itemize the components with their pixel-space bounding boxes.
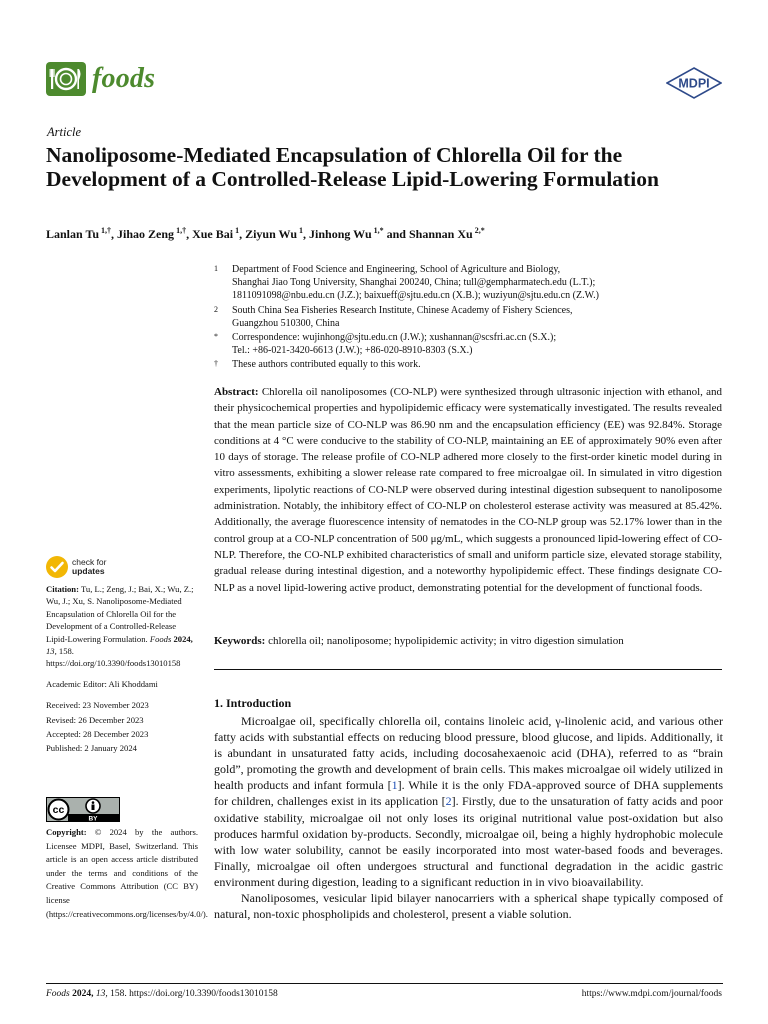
- author-separator: ,: [186, 227, 193, 241]
- dates-block: [46, 698, 198, 755]
- affiliation-line: 1811091098@nbu.edu.cn (J.Z.); baixueff@sjtu.edu.cn (X.B.); wuziyun@sjtu.edu.cn (Z.W.): [232, 290, 599, 302]
- affiliation-mark: 2: [214, 304, 218, 314]
- citation-link[interactable]: 2: [445, 794, 452, 809]
- mdpi-logo-text: MDPI: [678, 76, 710, 91]
- paragraph: Nanoliposomes, vesicular lipid bilayer nanocarriers with a spherical shape typically composed of natural, non-toxic phospholipids and cholesterol, present a viable solution.: [214, 891, 723, 922]
- footer-journal-url[interactable]: https://www.mdpi.com/journal/foods: [581, 989, 722, 999]
- author-separator: ,: [303, 227, 310, 241]
- paragraph: [214, 713, 723, 890]
- affiliations: [214, 263, 724, 373]
- affiliation-text: [232, 304, 724, 330]
- author-name[interactable]: Lanlan Tu: [46, 227, 100, 241]
- abstract-label: Abstract:: [214, 386, 259, 398]
- footer-citation: [46, 989, 278, 999]
- author-affiliation-mark: 1,*: [373, 226, 384, 235]
- section-divider: [214, 669, 722, 670]
- affiliation-line: Guangzhou 510300, China: [232, 317, 340, 329]
- keywords-text: chlorella oil; nanoliposome; hypolipidemic activity; in vitro digestion simulation: [268, 635, 624, 647]
- citation-volume: 13,: [46, 646, 57, 657]
- affiliation-item: [214, 358, 724, 371]
- article-type: Article: [47, 125, 82, 139]
- introduction-heading: 1. Introduction: [214, 696, 292, 710]
- author-affiliation-mark: 2,*: [474, 226, 485, 235]
- mdpi-logo-icon: [666, 67, 722, 99]
- affiliation-line: Correspondence: wujinhong@sjtu.edu.cn (J.W.); xushannan@scsfri.ac.cn (S.X.);: [232, 332, 557, 344]
- mdpi-logo: [666, 67, 722, 104]
- citation-doi[interactable]: 158. https://doi.org/10.3390/foods13010158: [46, 646, 181, 669]
- check-line: updates: [72, 566, 105, 576]
- author-list: [46, 226, 726, 242]
- foods-logo-icon: [46, 62, 86, 96]
- author-affiliation-mark: 1: [299, 226, 304, 235]
- footer-divider: [46, 983, 723, 984]
- published-date: Published: 2 January 2024: [46, 743, 137, 754]
- citation-label: Citation:: [46, 584, 79, 594]
- check-line: check for: [72, 557, 107, 567]
- paragraph-text: ]. Firstly, due to the unsaturation of fatty acids and poor oxidative stability, microalgae oil not only loses its original nutritional value post-oxidation but also produces harmful oxidation by-products. Secondly, microalgae oil, being a highly hydrophobic molecule with low water solubility, cannot be easily incorporated into most water-based foods and beverages. Finally, microalgae oil often undergoes structural and functional degradation in the acidic gastric environment during digestion, leading to a significant reduction in in vivo bioavailability.: [214, 794, 723, 889]
- introduction-body: [214, 713, 723, 922]
- affiliation-line: Tel.: +86-021-3420-6613 (J.W.); +86-020-8910-8303 (S.X.): [232, 345, 473, 357]
- academic-editor: Academic Editor: Ali Khoddami: [46, 678, 158, 689]
- affiliation-text: [232, 263, 724, 303]
- svg-text:cc: cc: [52, 804, 65, 817]
- author-separator: ,: [111, 227, 118, 241]
- copyright-text: © 2024 by the authors. Licensee MDPI, Basel, Switzerland. This article is an open access article distributed under the terms and conditions of the Creative Commons Attribution (CC BY) license (https://creativecommons.org/licenses/by/4.0/).: [46, 827, 208, 919]
- check-for-updates-icon: [45, 555, 69, 579]
- abstract-text: Chlorella oil nanoliposomes (CO-NLP) were synthesized through ultrasonic injection with ethanol, and their physicochemical properties and hypolipidemic efficacy were systematically investigated. The results revealed that the mean particle size of CO-NLP was 86.90 nm and the encapsulation efficiency (EE) was 92.84%. Storage conditions at 4 °C were conducive to the stability of CO-NLP, maintaining an EE of approximately 90% even after 10 days of storage. The release profile of CO-NLP adhered more closely to the first-order kinetic model during in vitro assessments, exhibiting a slower release rate compared to free microalgae oil. In simulated in vitro digestion experiments, lipolytic reactions of CO-NLP were observed during intestinal digestion subsequent to nanoliposome administration. Notably, the inhibitory effect of CO-NLP on cholesterol esterase activity was measured at 85.42%. Additionally, the average fluorescence intensity of nematodes in the CO-NLP group was 52.17% lower than in the control group at a CO-NLP concentration of 500 μg/mL, which suggests a pronounced lipid-lowering effect of CO-NLP. Therefore, the CO-NLP exhibited characteristics of small and uniform particle size, elevated storage stability, gradual release during intestinal digestion, and a noteworthy hypolipidemic effect. These findings designate CO-NLP as a novel lipid-lowering active product, demonstrating potential for the development of functional foods.: [214, 386, 723, 594]
- abstract: [214, 384, 722, 596]
- accepted-date: Accepted: 28 December 2023: [46, 728, 149, 739]
- affiliation-item: [214, 263, 724, 303]
- citation-journal: Foods: [149, 633, 172, 644]
- author-affiliation-mark: 1,†: [101, 226, 112, 235]
- journal-name: foods: [92, 63, 156, 94]
- sidebar-info: [46, 583, 198, 755]
- footer-journal: Foods: [46, 989, 70, 999]
- author-name[interactable]: Ziyun Wu: [245, 227, 298, 241]
- author-affiliation-mark: 1: [235, 226, 240, 235]
- paragraph-text: ]. While it is the only FDA-approved source of DHA supplements for children, challenges exist in its application [: [214, 778, 723, 809]
- affiliation-mark: †: [214, 359, 218, 369]
- journal-logo: [46, 62, 155, 96]
- author-name[interactable]: Jinhong Wu: [309, 227, 372, 241]
- author-affiliation-mark: 1,†: [176, 226, 187, 235]
- affiliation-text: [232, 358, 724, 371]
- affiliation-item: [214, 331, 724, 357]
- cc-by-license-logo[interactable]: [46, 797, 120, 827]
- affiliation-mark: *: [214, 332, 218, 342]
- cc-by-label: BY: [88, 815, 98, 822]
- author-name[interactable]: Shannan Xu: [408, 227, 473, 241]
- citation-text: Tu, L.; Zeng, J.; Bai, X.; Wu, Z.; Wu, J.; Xu, S. Nanoliposome-Mediated Encapsulation of Chlorella Oil for the Development of a Controlled-Release Lipid-Lowering Formulation.: [46, 584, 194, 644]
- author-name[interactable]: Jihao Zeng: [117, 227, 175, 241]
- article-title: Nanoliposome-Mediated Encapsulation of Chlorella Oil for the Development of a Controlled-Release Lipid-Lowering Formulation: [46, 143, 659, 191]
- citation-block: [46, 583, 198, 670]
- paragraph-text: Microalgae oil, specifically chlorella oil, contains linoleic acid, γ-linolenic acid, and various other fatty acids with substantial effects on reducing blood pressure, blood glucose, and lipids. Additionally, it is abundant in unsaturated fatty acids, including docosahexaenoic acid (DHA), referred to as “brain gold”, promoting the growth and development of brain cells. This makes microalgae oil widely utilized in health products and infant formula [: [214, 714, 723, 793]
- affiliation-line: These authors contributed equally to this work.: [232, 359, 421, 371]
- creative-commons-icon: [46, 797, 120, 822]
- citation-year: 2024,: [173, 633, 193, 644]
- author-separator: and: [383, 227, 409, 241]
- footer-doi[interactable]: 158. https://doi.org/10.3390/foods13010158: [110, 989, 278, 999]
- affiliation-line: South China Sea Fisheries Research Institute, Chinese Academy of Fishery Sciences,: [232, 304, 573, 316]
- keywords: [214, 635, 722, 647]
- copyright-label: Copyright:: [46, 827, 87, 837]
- affiliation-item: [214, 304, 724, 330]
- copyright-notice: [46, 826, 208, 921]
- affiliation-line: Department of Food Science and Engineering, School of Agriculture and Biology,: [232, 264, 561, 275]
- affiliation-line: Shanghai Jiao Tong University, Shanghai 200240, China; tull@gempharmatech.edu (L.T.);: [232, 277, 596, 289]
- author-separator: ,: [239, 227, 246, 241]
- check-for-updates-text: [72, 558, 107, 576]
- check-for-updates-badge[interactable]: [45, 555, 107, 579]
- footer-year: 2024,: [72, 989, 94, 999]
- affiliation-text: [232, 331, 724, 357]
- citation-link[interactable]: 1: [391, 778, 398, 793]
- affiliation-mark: 1: [214, 264, 218, 273]
- revised-date: Revised: 26 December 2023: [46, 714, 144, 725]
- keywords-label: Keywords:: [214, 635, 266, 647]
- author-name[interactable]: Xue Bai: [192, 227, 234, 241]
- footer-volume: 13,: [95, 989, 108, 999]
- received-date: Received: 23 November 2023: [46, 700, 149, 711]
